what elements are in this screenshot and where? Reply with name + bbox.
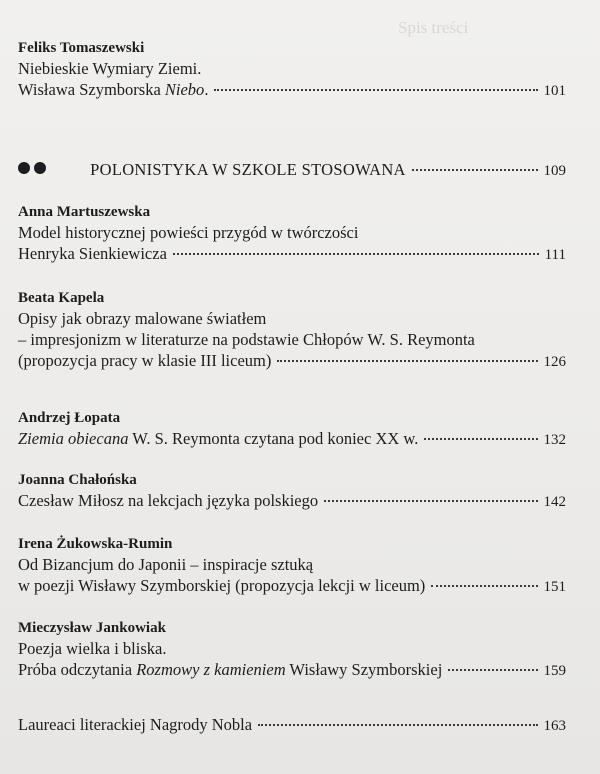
entry-title-line: Model historycznej powieści przygód w twórczości [18,223,359,242]
entry-author: Anna Martuszewska [18,204,151,220]
page-number: 126 [543,354,566,370]
entry-author: Beata Kapela [18,290,105,306]
entry-author: Mieczysław Jankowiak [18,620,166,636]
page-number: 163 [543,718,566,734]
toc-entry [18,534,566,598]
dot-leader [214,89,537,91]
entry-title-last-line [18,243,566,266]
title-text: W. S. Reymonta czytana pod koniec XX w. [128,429,419,448]
dot-leader [424,438,537,440]
page-number: 151 [543,579,566,595]
entry-title-last-line [18,428,566,451]
entry-title-last-line [18,350,566,373]
entry-title-last-line [18,575,566,598]
toc-entry [18,470,566,513]
title-italic: Rozmowy z kamieniem [136,660,286,679]
section-heading [18,159,566,182]
toc-entry [18,408,566,451]
toc-entry [18,288,566,373]
page-number: 132 [543,432,566,448]
toc-entry-final [18,714,566,737]
page-number: 111 [544,247,566,263]
title-text: Czesław Miłosz na lekcjach języka polskiego [18,491,319,510]
page-number: 101 [543,83,566,99]
title-italic: Niebo [164,80,205,99]
entry-title-line: – impresjonizm w literaturze na podstawie Chłopów W. S. Reymonta [18,330,475,349]
title-text: (propozycja pracy w klasie III liceum) [18,351,272,370]
dot-leader [277,360,537,362]
toc-entry [18,202,566,266]
title-text: Henryka Sienkiewicza [18,244,167,263]
title-text: w poezji Wisławy Szymborskiej (propozycja lekcji w liceum) [18,576,426,595]
title-italic: Ziemia obiecana [18,429,129,448]
double-bullet-icon [18,162,46,174]
title-text: . [204,80,209,99]
entry-author: Irena Żukowska-Rumin [18,536,173,552]
dot-leader [431,585,537,587]
page-number: 142 [543,494,566,510]
dot-leader [412,169,538,171]
dot-leader [324,500,537,502]
title-text: Wisławy Szymborskiej [285,660,443,679]
dot-leader [258,724,537,726]
entry-title-line: Od Bizancjum do Japonii – inspiracje sztuką [18,555,314,574]
dot-leader [448,669,537,671]
title-text: Wisława Szymborska [18,80,165,99]
entry-title-last-line [18,490,566,513]
dot-leader [173,253,539,255]
entry-title-line: Niebieskie Wymiary Ziemi. [18,59,202,78]
title-text: Próba odczytania [18,660,137,679]
page-number: 109 [543,163,566,179]
toc-entry [18,38,566,102]
section-title: POLONISTYKA W SZKOLE STOSOWANA [90,160,406,179]
entry-title-line: Poezja wielka i bliska. [18,639,167,658]
toc-entry [18,618,566,682]
entry-title-last-line [18,659,566,682]
page-number: 159 [543,663,566,679]
entry-title-last-line [18,79,566,102]
title-text: Laureaci literackiej Nagrody Nobla [18,715,253,734]
entry-author: Andrzej Łopata [18,410,121,426]
entry-author: Joanna Chałońska [18,472,137,488]
entry-author: Feliks Tomaszewski [18,40,145,56]
entry-title-line: Opisy jak obrazy malowane światłem [18,309,267,328]
show-through-text: Spis treści [398,18,469,37]
